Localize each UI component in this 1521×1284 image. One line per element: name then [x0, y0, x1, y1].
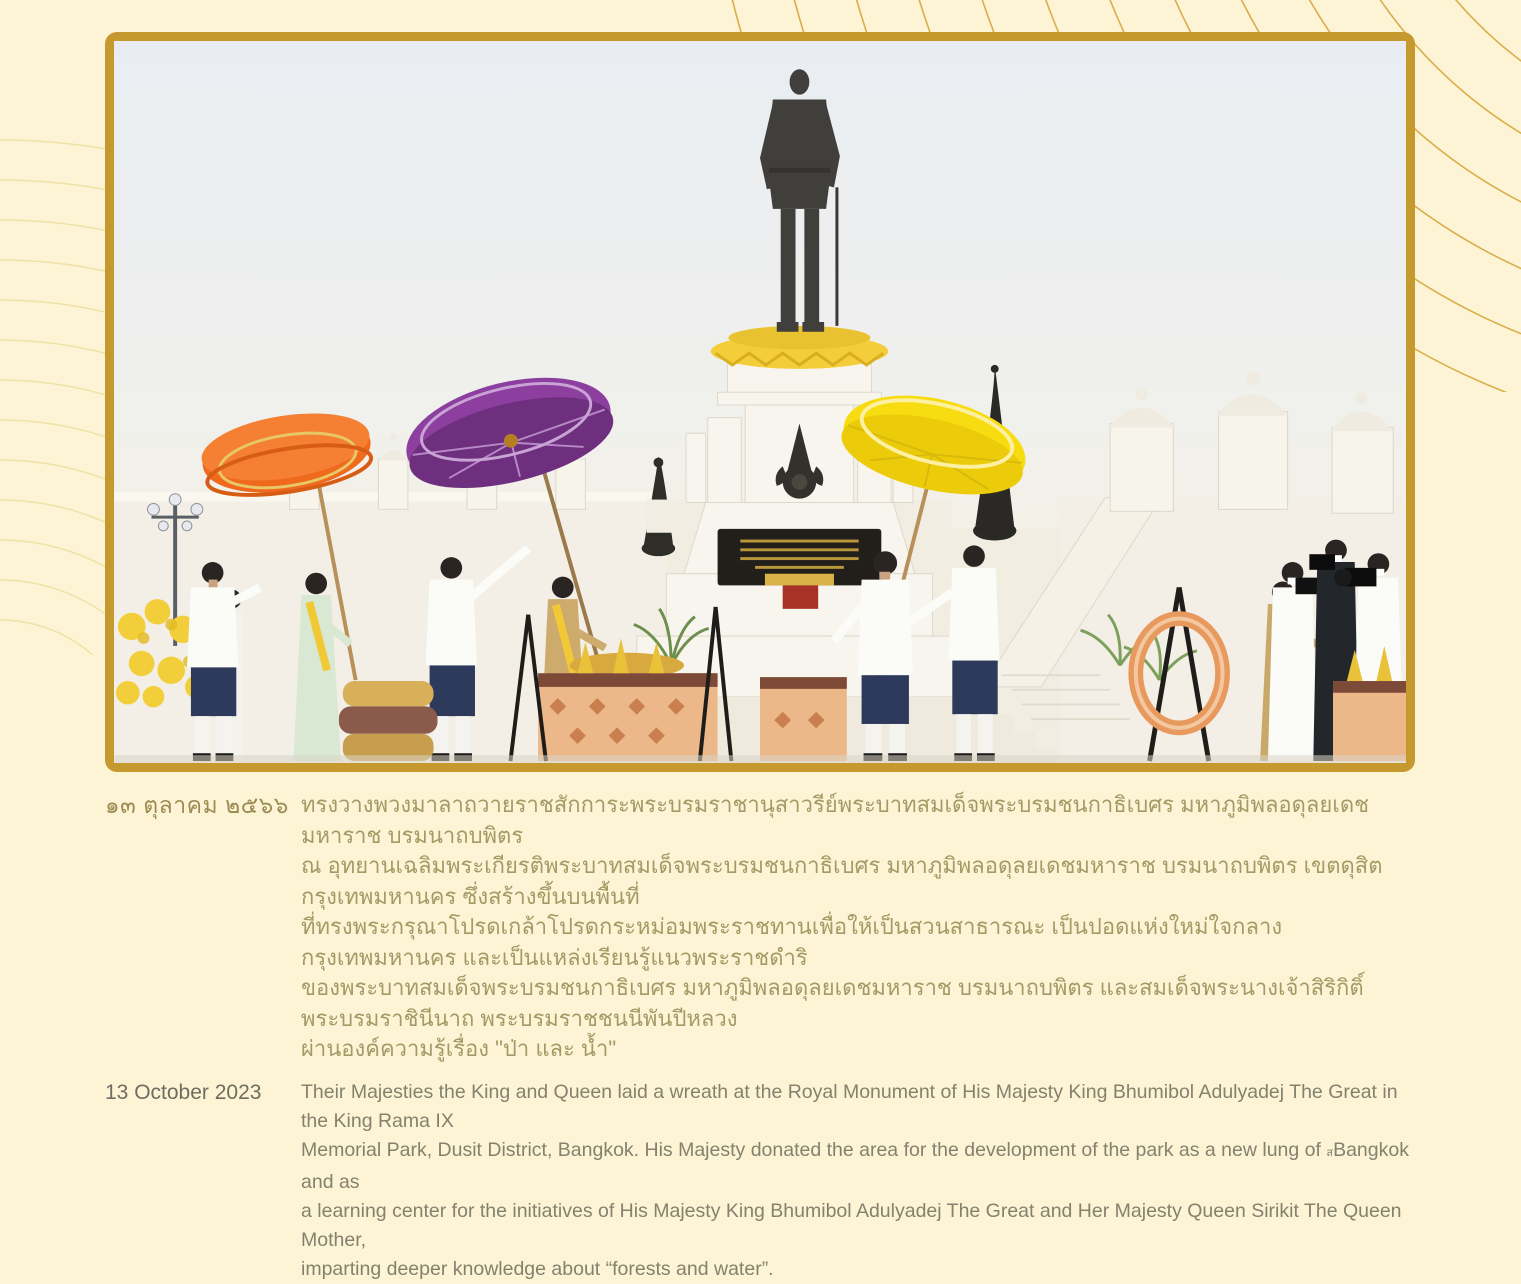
- thai-line-3: ที่ทรงพระกรุณาโปรดเกล้าโปรดกระหม่อมพระราชทานเพื่อให้เป็นสวนสาธารณะ เป็นปอดแห่งใหม่ใจกลางกรุงเทพมหานคร และเป็นแหล่งเรียนรู้แนวพระราชดำริ: [301, 914, 1283, 970]
- photo-frame: [105, 32, 1415, 772]
- thai-line-4: ของพระบาทสมเด็จพระบรมชนกาธิเบศร มหาภูมิพลอดุลยเดชมหาราช บรมนาถบพิตร และสมเด็จพระนางเจ้าสิริกิติ์ พระบรมราชินีนาถ พระบรมราชชนนีพันปีหลวง: [301, 975, 1364, 1031]
- english-line-2-before: Memorial Park, Dusit District, Bangkok. His Majesty donated the area for the development of the park as a new lung of: [301, 1138, 1327, 1161]
- caption-block: [105, 790, 1425, 1284]
- thai-caption-row: [105, 790, 1425, 1065]
- english-line-4: imparting deeper knowledge about “forests and water”.: [301, 1257, 774, 1280]
- cushion-stack: [339, 681, 438, 761]
- english-line-2: [301, 1136, 1425, 1197]
- foreground-shadow: [114, 755, 1406, 763]
- english-line-2-glyph: ส: [1326, 1146, 1334, 1159]
- english-paragraph: [301, 1078, 1425, 1284]
- thai-line-5: ผ่านองค์ความรู้เรื่อง "ป่า และ น้ำ": [301, 1036, 617, 1061]
- thai-date: ๑๓ ตุลาคม ๒๕๖๖: [105, 792, 289, 818]
- english-line-3: a learning center for the initiatives of His Majesty King Bhumibol Adulyadej The Great and Her Majesty Queen Sirikit The Queen Mother,: [301, 1199, 1402, 1251]
- thai-paragraph: [301, 790, 1425, 1065]
- english-date: 13 October 2023: [105, 1080, 262, 1104]
- garland-yellow: [711, 326, 889, 369]
- english-line-1: Their Majesties the King and Queen laid a wreath at the Royal Monument of His Majesty King Bhumibol Adulyadej The Great in the King Rama IX: [301, 1080, 1398, 1132]
- english-caption-row: [105, 1078, 1425, 1284]
- english-line-2-after: Bangkok and as: [301, 1138, 1409, 1193]
- thai-line-2: ณ อุทยานเฉลิมพระเกียรติพระบาทสมเด็จพระบรมชนกาธิเบศร มหาภูมิพลอดุลยเดชมหาราช บรมนาถบพิตร เขตดุสิต กรุงเทพมหานคร ซึ่งสร้างขึ้นบนพื้นที่: [301, 853, 1383, 909]
- offering-table-right: [760, 677, 847, 761]
- thai-line-1: ทรงวางพวงมาลาถวายราชสักการะพระบรมราชานุสาวรีย์พระบาทสมเด็จพระบรมชนกาธิเบศร มหาภูมิพลอดุลยเดชมหาราช บรมนาถบพิตร: [301, 792, 1370, 848]
- photo: [114, 41, 1406, 763]
